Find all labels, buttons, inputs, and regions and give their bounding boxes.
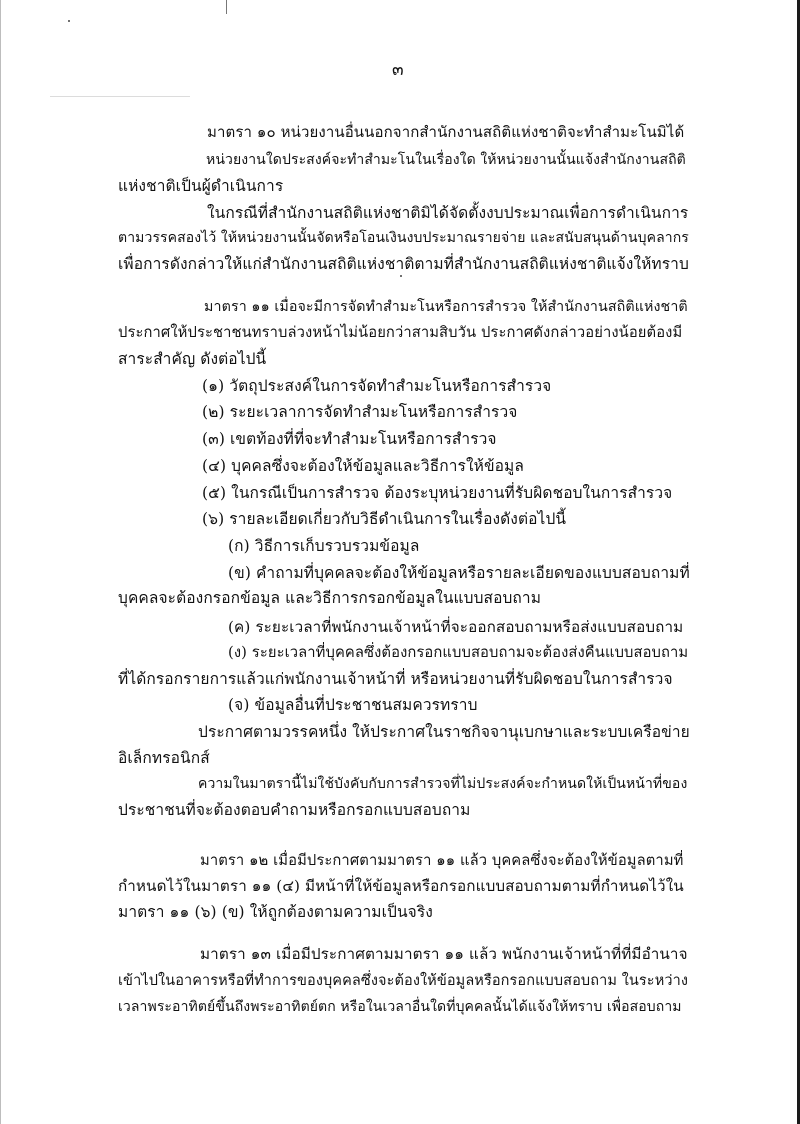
scan-speck [68,20,70,22]
text-line: เข้าไปในอาคารหรือที่ทำการของบุคคลซึ่งจะต้องให้ข้อมูลหรือกรอกแบบสอบถาม ในระหว่าง [118,973,689,989]
text-line: (๓) เขตท้องที่ที่จะทำสำมะโนหรือการสำรวจ [202,430,497,448]
scan-artifact-line [50,96,190,97]
text-line: มาตรา ๑๑ (๖) (ข) ให้ถูกต้องตามความเป็นจริง [118,903,433,921]
text-line: หน่วยงานใดประสงค์จะทำสำมะโนในเรื่องใด ให้หน่วยงานนั้นแจ้งสำนักงานสถิติ [206,152,686,168]
scan-mark-top [226,0,227,14]
text-line: (ก) วิธีการเก็บรวบรวมข้อมูล [228,537,420,555]
text-line: (ข) คำถามที่บุคคลจะต้องให้ข้อมูลหรือรายละเอียดของแบบสอบถามที่ [228,564,690,582]
text-line: แห่งชาติเป็นผู้ดำเนินการ [118,177,284,195]
text-line: เวลาพระอาทิตย์ขึ้นถึงพระอาทิตย์ตก หรือในเวลาอื่นใดที่บุคคลนั้นได้แจ้งให้ทราบ เพื่อสอบถาม [118,999,682,1015]
text-line: ตามวรรคสองไว้ ให้หน่วยงานนั้นจัดหรือโอนเงินงบประมาณรายจ่าย และสนับสนุนด้านบุคลากร [118,230,689,246]
text-line: มาตรา ๑๒ เมื่อมีประกาศตามมาตรา ๑๑ แล้ว บุคคลซึ่งจะต้องให้ข้อมูลตามที่ [200,852,684,869]
text-line: อิเล็กทรอนิกส์ [118,749,210,767]
text-line: (๖) รายละเอียดเกี่ยวกับวิธีดำเนินการในเรื่องดังต่อไปนี้ [202,510,567,528]
text-line: (จ) ข้อมูลอื่นที่ประชาชนสมควรทราบ [228,696,478,714]
text-line: บุคคลจะต้องกรอกข้อมูล และวิธีการกรอกข้อมูลในแบบสอบถาม [118,589,542,607]
text-line: มาตรา ๑๐ หน่วยงานอื่นนอกจากสำนักงานสถิติแห่งชาติจะทำสำมะโนมิได้ [207,123,685,141]
text-line: เพื่อการดังกล่าวให้แก่สำนักงานสถิติแห่งชาติตามที่สำนักงานสถิติแห่งชาติแจ้งให้ทราบ [118,255,689,273]
text-line: ประกาศให้ประชาชนทราบล่วงหน้าไม่น้อยกว่าสามสิบวัน ประกาศดังกล่าวอย่างน้อยต้องมี [118,324,683,341]
text-line: มาตรา ๑๓ เมื่อมีประกาศตามมาตรา ๑๑ แล้ว พนักงานเจ้าหน้าที่ที่มีอำนาจ [200,945,688,963]
text-line: ที่ได้กรอกรายการแล้วแก่พนักงานเจ้าหน้าที่ หรือหน่วยงานที่รับผิดชอบในการสำรวจ [118,670,673,688]
page-number: ๓ [392,60,404,80]
text-line: (ง) ระยะเวลาที่บุคคลซึ่งต้องกรอกแบบสอบถามจะต้องส่งคืนแบบสอบถาม [228,644,689,661]
text-line: ประชาชนที่จะต้องตอบคำถามหรือกรอกแบบสอบถาม [118,801,471,819]
text-line: สาระสำคัญ ดังต่อไปนี้ [118,350,267,368]
text-line: (ค) ระยะเวลาที่พนักงานเจ้าหน้าที่จะออกสอบถามหรือส่งแบบสอบถาม [228,618,684,636]
text-line: (๑) วัตถุประสงค์ในการจัดทำสำมะโนหรือการสำรวจ [202,377,552,395]
text-line: มาตรา ๑๑ เมื่อจะมีการจัดทำสำมะโนหรือการสำรวจ ให้สำนักงานสถิติแห่งชาติ [204,299,688,315]
scan-speck [400,275,402,277]
text-line: ประกาศตามวรรคหนึ่ง ให้ประกาศในราชกิจจานุเบกษาและระบบเครือข่าย [198,723,690,741]
text-line: (๔) บุคคลซึ่งจะต้องให้ข้อมูลและวิธีการให้ข้อมูล [202,457,524,475]
text-line: (๒) ระยะเวลาการจัดทำสำมะโนหรือการสำรวจ [202,403,518,421]
text-line: กำหนดไว้ในมาตรา ๑๑ (๔) มีหน้าที่ให้ข้อมูลหรือกรอกแบบสอบถามตามที่กำหนดไว้ใน [118,877,684,895]
scan-edge-left [0,0,1,1124]
text-line: ความในมาตรานี้ไม่ใช้บังคับกับการสำรวจที่ไม่ประสงค์จะกำหนดให้เป็นหน้าที่ของ [198,776,688,792]
text-line: (๕) ในกรณีเป็นการสำรวจ ต้องระบุหน่วยงานที่รับผิดชอบในการสำรวจ [202,484,673,502]
text-line: ในกรณีที่สำนักงานสถิติแห่งชาติมิได้จัดตั้งงบประมาณเพื่อการดำเนินการ [207,204,689,222]
